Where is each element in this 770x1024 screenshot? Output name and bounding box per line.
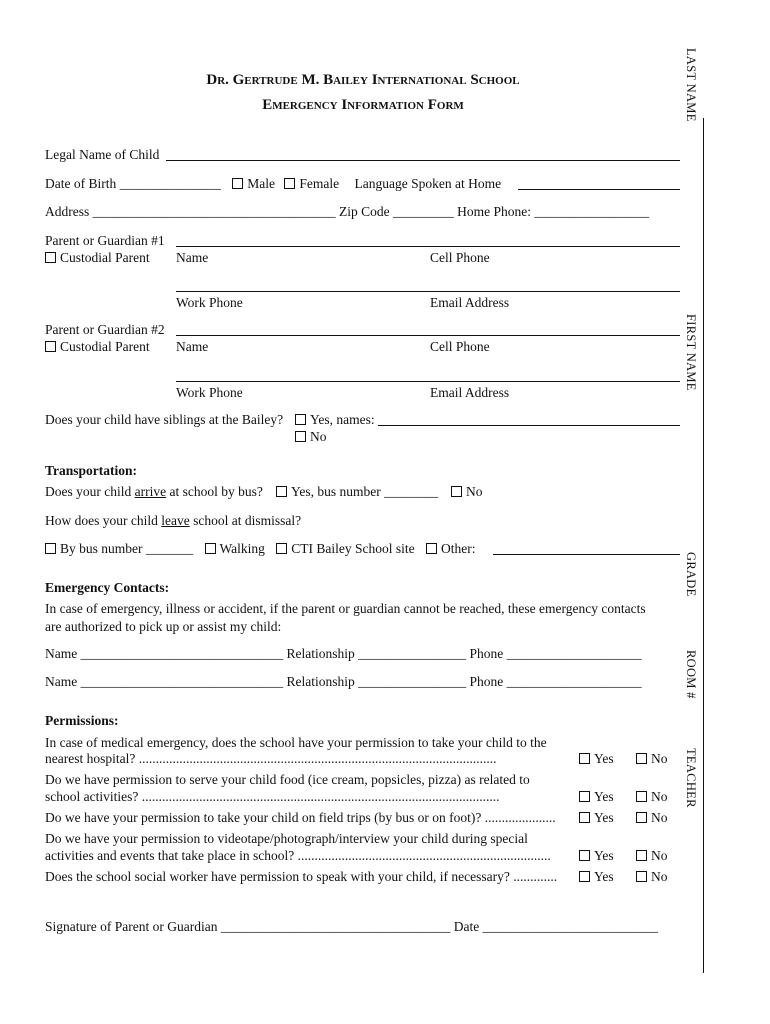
permission-social-worker-yes[interactable] xyxy=(579,870,614,884)
permission-media-line1: Do we have your permission to videotape/photograph/interview your child during special xyxy=(45,831,528,846)
dismissal-walking-checkbox[interactable] xyxy=(205,543,216,554)
dob-row xyxy=(45,177,501,191)
emergency-contact-row-1[interactable]: Name ______________________________ Relationship ________________ Phone ____________________ xyxy=(45,647,642,661)
guardian2-cell-label: Cell Phone xyxy=(430,339,490,354)
permission-food-no[interactable] xyxy=(636,790,668,804)
dismissal-bus-label: By bus number _______ xyxy=(60,541,194,556)
emergency-contact-row-2[interactable]: Name ______________________________ Relationship ________________ Phone ____________________ xyxy=(45,675,642,689)
siblings-yes-label: Yes, names: xyxy=(310,412,375,427)
permission-social-worker: Does the school social worker have permission to speak with your child, if necessary? ............. xyxy=(45,870,558,884)
dismissal-other-option[interactable] xyxy=(426,542,476,556)
permission-hospital-yes-label: Yes xyxy=(594,751,614,766)
permission-social-worker-yes-label: Yes xyxy=(594,869,614,884)
male-checkbox[interactable] xyxy=(232,178,243,189)
guardian1-work-label: Work Phone xyxy=(176,295,243,310)
permission-hospital-yes[interactable] xyxy=(579,752,614,766)
form-title-school: Dr. Gertrude M. Bailey International School xyxy=(206,72,520,88)
permission-field-trips-yes[interactable] xyxy=(579,811,614,825)
male-label: Male xyxy=(247,176,275,191)
guardian2-name-cell-field[interactable] xyxy=(176,335,680,336)
guardian1-email-label: Email Address xyxy=(430,295,510,310)
sidebar-room-label: ROOM # xyxy=(684,650,698,699)
permission-social-worker-yes-checkbox[interactable] xyxy=(579,871,590,882)
siblings-yes-option[interactable] xyxy=(295,413,375,427)
permission-field-trips: Do we have your permission to take your child on field trips (by bus or on foot)? ..................... xyxy=(45,811,556,825)
emergency-intro-line2: are authorized to pick up or assist my child: xyxy=(45,619,282,634)
guardian1-cell-label: Cell Phone xyxy=(430,250,490,265)
female-checkbox[interactable] xyxy=(284,178,295,189)
permission-food-yes[interactable] xyxy=(579,790,614,804)
permission-media-no-checkbox[interactable] xyxy=(636,850,647,861)
address-row[interactable]: Address ____________________________________ Zip Code _________ Home Phone: _________________ xyxy=(45,205,650,219)
dismissal-options xyxy=(45,542,476,556)
permission-media-yes-checkbox[interactable] xyxy=(579,850,590,861)
permission-food-no-checkbox[interactable] xyxy=(636,791,647,802)
guardian1-label: Parent or Guardian #1 xyxy=(45,233,165,248)
permission-media-line2: activities and events that take place in school? ........................................................................... xyxy=(45,849,551,863)
dismissal-other-label: Other: xyxy=(441,541,476,556)
permission-media-yes-label: Yes xyxy=(594,848,614,863)
arrive-word: arrive xyxy=(134,484,167,499)
guardian1-custodial-label: Custodial Parent xyxy=(60,250,150,265)
permission-hospital-no-label: No xyxy=(651,751,668,766)
legal-name-label: Legal Name of Child xyxy=(45,147,160,162)
permission-field-trips-no-label: No xyxy=(651,810,668,825)
emergency-contacts-heading: Emergency Contacts: xyxy=(45,580,170,595)
guardian1-work-email-field[interactable] xyxy=(176,291,680,292)
permission-hospital-no-checkbox[interactable] xyxy=(636,753,647,764)
sidebar-teacher-label: TEACHER xyxy=(684,748,698,808)
siblings-yes-checkbox[interactable] xyxy=(295,414,306,425)
dismissal-walking-label: Walking xyxy=(219,541,265,556)
emergency-intro-line1: In case of emergency, illness or accident, if the parent or guardian cannot be reached, these emergency contacts xyxy=(45,601,646,616)
permission-media-no-label: No xyxy=(651,848,668,863)
permission-food-yes-checkbox[interactable] xyxy=(579,791,590,802)
guardian1-name-cell-field[interactable] xyxy=(176,246,680,247)
transportation-heading: Transportation: xyxy=(45,463,138,478)
siblings-no-checkbox[interactable] xyxy=(295,431,306,442)
guardian2-email-label: Email Address xyxy=(430,385,510,400)
permission-field-trips-yes-label: Yes xyxy=(594,810,614,825)
dismissal-cti-option[interactable] xyxy=(276,542,414,556)
permission-field-trips-no[interactable] xyxy=(636,811,668,825)
sidebar-rule xyxy=(703,118,704,973)
permission-social-worker-no[interactable] xyxy=(636,870,668,884)
permission-media-yes[interactable] xyxy=(579,849,614,863)
arrive-no-option[interactable] xyxy=(451,485,483,499)
permission-hospital-line2: nearest hospital? .......................................................................................................... xyxy=(45,752,497,766)
guardian1-custodial-checkbox[interactable] xyxy=(45,252,56,263)
dismissal-walking-option[interactable] xyxy=(205,542,265,556)
dismissal-other-checkbox[interactable] xyxy=(426,543,437,554)
legal-name-field[interactable] xyxy=(166,160,680,161)
guardian2-label: Parent or Guardian #2 xyxy=(45,322,165,337)
language-label: Language Spoken at Home xyxy=(354,176,502,191)
guardian1-custodial-option[interactable] xyxy=(45,251,150,265)
permission-food-no-label: No xyxy=(651,789,668,804)
female-option[interactable] xyxy=(284,177,339,191)
sidebar-first-name-label: FIRST NAME xyxy=(684,314,698,391)
dismissal-cti-label: CTI Bailey School site xyxy=(291,541,415,556)
leave-word: leave xyxy=(161,513,190,528)
permission-field-trips-yes-checkbox[interactable] xyxy=(579,812,590,823)
guardian2-name-label: Name xyxy=(176,339,209,354)
dismissal-bus-option[interactable] xyxy=(45,542,193,556)
siblings-no-option[interactable] xyxy=(295,430,327,444)
guardian2-custodial-label: Custodial Parent xyxy=(60,339,150,354)
permission-social-worker-no-label: No xyxy=(651,869,668,884)
male-option[interactable] xyxy=(232,177,275,191)
siblings-question: Does your child have siblings at the Bailey? xyxy=(45,412,284,427)
leave-question-end: school at dismissal? xyxy=(189,513,302,528)
permission-hospital-line1: In case of medical emergency, does the school have your permission to take your child to the xyxy=(45,735,547,750)
leave-question-start: How does your child xyxy=(45,513,162,528)
dismissal-other-field[interactable] xyxy=(493,554,680,555)
dismissal-bus-checkbox[interactable] xyxy=(45,543,56,554)
permissions-heading: Permissions: xyxy=(45,713,119,728)
guardian2-work-email-field[interactable] xyxy=(176,381,680,382)
arrive-question-start: Does your child xyxy=(45,484,135,499)
arrive-no-label: No xyxy=(466,484,483,499)
siblings-no-label: No xyxy=(310,429,327,444)
language-field[interactable] xyxy=(518,189,680,190)
dismissal-cti-checkbox[interactable] xyxy=(276,543,287,554)
arrive-no-checkbox[interactable] xyxy=(451,486,462,497)
dob-label: Date of Birth _______________ xyxy=(45,176,221,191)
guardian2-custodial-option[interactable] xyxy=(45,340,150,354)
signature-row[interactable]: Signature of Parent or Guardian __________________________________ Date __________________________ xyxy=(45,920,659,934)
siblings-names-field[interactable] xyxy=(378,425,680,426)
permission-media-no[interactable] xyxy=(636,849,668,863)
arrive-yes-checkbox[interactable] xyxy=(276,486,287,497)
permission-food-line1: Do we have permission to serve your child food (ice cream, popsicles, pizza) as related to xyxy=(45,772,530,787)
arrive-yes-label: Yes, bus number ________ xyxy=(291,484,439,499)
permission-food-line2: school activities? .......................................................................................................... xyxy=(45,790,500,804)
permission-food-yes-label: Yes xyxy=(594,789,614,804)
arrive-question-end: at school by bus? xyxy=(166,484,263,499)
guardian2-custodial-checkbox[interactable] xyxy=(45,341,56,352)
permission-hospital-no[interactable] xyxy=(636,752,668,766)
sidebar-grade-label: GRADE xyxy=(684,552,698,597)
female-label: Female xyxy=(299,176,340,191)
guardian1-name-label: Name xyxy=(176,250,209,265)
form-title-subtitle: Emergency Information Form xyxy=(262,97,464,113)
permission-hospital-yes-checkbox[interactable] xyxy=(579,753,590,764)
sidebar-last-name-label: LAST NAME xyxy=(684,48,698,122)
arrive-question xyxy=(45,485,263,499)
permission-social-worker-no-checkbox[interactable] xyxy=(636,871,647,882)
guardian2-work-label: Work Phone xyxy=(176,385,243,400)
arrive-yes-option[interactable] xyxy=(276,485,438,499)
permission-field-trips-no-checkbox[interactable] xyxy=(636,812,647,823)
leave-question xyxy=(45,514,301,528)
